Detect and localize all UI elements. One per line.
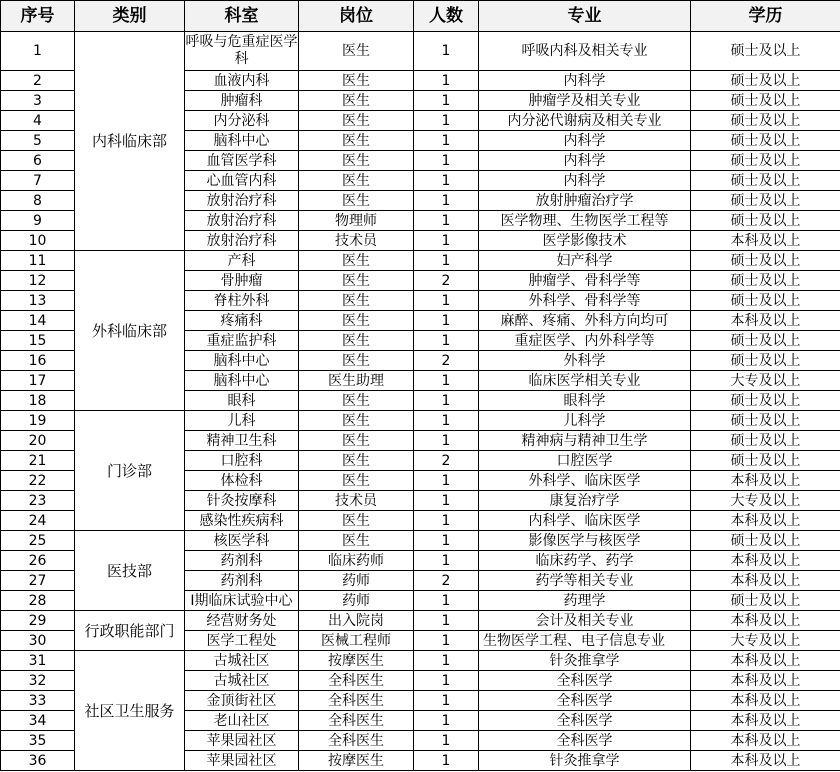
count-cell: 2 <box>414 451 479 471</box>
post-cell: 医生 <box>299 131 414 151</box>
major-cell: 生物医学工程、电子信息专业 <box>479 631 691 651</box>
post-cell: 医生 <box>299 351 414 371</box>
table-row <box>1 411 840 431</box>
education-cell: 本科及以上 <box>691 671 840 691</box>
row-number: 18 <box>1 391 75 411</box>
count-cell: 1 <box>414 411 479 431</box>
count-cell: 1 <box>414 551 479 571</box>
department-cell: 药剂科 <box>185 571 299 591</box>
count-cell: 1 <box>414 631 479 651</box>
row-number: 24 <box>1 511 75 531</box>
row-number: 31 <box>1 651 75 671</box>
education-cell: 硕士及以上 <box>691 32 840 71</box>
post-cell: 按摩医生 <box>299 751 414 771</box>
row-number: 14 <box>1 311 75 331</box>
count-cell: 1 <box>414 731 479 751</box>
post-cell: 医生 <box>299 271 414 291</box>
major-cell: 康复治疗学 <box>479 491 691 511</box>
row-number: 8 <box>1 191 75 211</box>
major-cell: 全科医学 <box>479 731 691 751</box>
major-cell: 内分泌代谢病及相关专业 <box>479 111 691 131</box>
education-cell: 硕士及以上 <box>691 151 840 171</box>
row-number: 9 <box>1 211 75 231</box>
row-number: 2 <box>1 71 75 91</box>
row-number: 32 <box>1 671 75 691</box>
header-education: 学历 <box>691 1 840 32</box>
education-cell: 大专及以上 <box>691 491 840 511</box>
major-cell: 内科学 <box>479 171 691 191</box>
major-cell: 眼科学 <box>479 391 691 411</box>
major-cell: 外科学 <box>479 351 691 371</box>
row-number: 1 <box>1 32 75 71</box>
major-cell: 药学等相关专业 <box>479 571 691 591</box>
count-cell: 1 <box>414 211 479 231</box>
education-cell: 硕士及以上 <box>691 91 840 111</box>
category-cell: 社区卫生服务 <box>75 651 185 771</box>
department-cell: 针灸按摩科 <box>185 491 299 511</box>
row-number: 23 <box>1 491 75 511</box>
department-cell: 疼痛科 <box>185 311 299 331</box>
post-cell: 医生 <box>299 391 414 411</box>
department-cell: 重症监护科 <box>185 331 299 351</box>
department-cell: 苹果园社区 <box>185 731 299 751</box>
count-cell: 1 <box>414 471 479 491</box>
education-cell: 硕士及以上 <box>691 71 840 91</box>
post-cell: 医生 <box>299 32 414 71</box>
department-cell: 儿科 <box>185 411 299 431</box>
education-cell: 硕士及以上 <box>691 111 840 131</box>
post-cell: 医生 <box>299 451 414 471</box>
department-cell: 脊柱外科 <box>185 291 299 311</box>
major-cell: 内科学 <box>479 71 691 91</box>
department-cell: 医学工程处 <box>185 631 299 651</box>
post-cell: 医生 <box>299 531 414 551</box>
department-cell: 肿瘤科 <box>185 91 299 111</box>
post-cell: 医生 <box>299 111 414 131</box>
count-cell: 1 <box>414 371 479 391</box>
education-cell: 硕士及以上 <box>691 131 840 151</box>
major-cell: 麻醉、疼痛、外科方向均可 <box>479 311 691 331</box>
major-cell: 内科学 <box>479 131 691 151</box>
education-cell: 本科及以上 <box>691 751 840 771</box>
department-cell: 老山社区 <box>185 711 299 731</box>
education-cell: 本科及以上 <box>691 731 840 751</box>
major-cell: 针灸推拿学 <box>479 651 691 671</box>
post-cell: 全科医生 <box>299 671 414 691</box>
department-cell: 呼吸与危重症医学科 <box>185 32 299 71</box>
post-cell: 医械工程师 <box>299 631 414 651</box>
major-cell: 肿瘤学及相关专业 <box>479 91 691 111</box>
education-cell: 硕士及以上 <box>691 251 840 271</box>
department-cell: 金顶街社区 <box>185 691 299 711</box>
post-cell: 医生 <box>299 251 414 271</box>
major-cell: 全科医学 <box>479 691 691 711</box>
row-number: 33 <box>1 691 75 711</box>
count-cell: 1 <box>414 491 479 511</box>
count-cell: 1 <box>414 311 479 331</box>
count-cell: 1 <box>414 391 479 411</box>
count-cell: 1 <box>414 291 479 311</box>
department-cell: 古城社区 <box>185 651 299 671</box>
post-cell: 医生 <box>299 151 414 171</box>
post-cell: 医生 <box>299 71 414 91</box>
category-cell: 外科临床部 <box>75 251 185 411</box>
major-cell: 全科医学 <box>479 711 691 731</box>
post-cell: 技术员 <box>299 231 414 251</box>
row-number: 29 <box>1 611 75 631</box>
row-number: 34 <box>1 711 75 731</box>
department-cell: 古城社区 <box>185 671 299 691</box>
row-number: 35 <box>1 731 75 751</box>
count-cell: 2 <box>414 271 479 291</box>
post-cell: 医生 <box>299 431 414 451</box>
major-cell: 会计及相关专业 <box>479 611 691 631</box>
post-cell: 医生 <box>299 171 414 191</box>
department-cell: 放射治疗科 <box>185 191 299 211</box>
table-row <box>1 611 840 631</box>
header-major: 专业 <box>479 1 691 32</box>
row-number: 15 <box>1 331 75 351</box>
count-cell: 1 <box>414 751 479 771</box>
count-cell: 1 <box>414 111 479 131</box>
post-cell: 出入院岗 <box>299 611 414 631</box>
count-cell: 2 <box>414 351 479 371</box>
table-row <box>1 32 840 71</box>
major-cell: 妇产科学 <box>479 251 691 271</box>
department-cell: 苹果园社区 <box>185 751 299 771</box>
row-number: 36 <box>1 751 75 771</box>
education-cell: 硕士及以上 <box>691 391 840 411</box>
post-cell: 医生 <box>299 191 414 211</box>
header-post: 岗位 <box>299 1 414 32</box>
department-cell: 放射治疗科 <box>185 211 299 231</box>
row-number: 30 <box>1 631 75 651</box>
education-cell: 硕士及以上 <box>691 291 840 311</box>
education-cell: 本科及以上 <box>691 471 840 491</box>
department-cell: 体检科 <box>185 471 299 491</box>
major-cell: 医学影像技术 <box>479 231 691 251</box>
major-cell: 内科学 <box>479 151 691 171</box>
row-number: 5 <box>1 131 75 151</box>
education-cell: 硕士及以上 <box>691 191 840 211</box>
count-cell: 1 <box>414 171 479 191</box>
department-cell: I期临床试验中心 <box>185 591 299 611</box>
count-cell: 1 <box>414 251 479 271</box>
count-cell: 1 <box>414 711 479 731</box>
count-cell: 1 <box>414 671 479 691</box>
education-cell: 大专及以上 <box>691 371 840 391</box>
post-cell: 技术员 <box>299 491 414 511</box>
row-number: 4 <box>1 111 75 131</box>
major-cell: 放射肿瘤治疗学 <box>479 191 691 211</box>
major-cell: 呼吸内科及相关专业 <box>479 32 691 71</box>
department-cell: 骨肿瘤 <box>185 271 299 291</box>
post-cell: 医生 <box>299 471 414 491</box>
category-cell: 医技部 <box>75 531 185 611</box>
education-cell: 硕士及以上 <box>691 411 840 431</box>
header-count: 人数 <box>414 1 479 32</box>
count-cell: 1 <box>414 32 479 71</box>
education-cell: 硕士及以上 <box>691 331 840 351</box>
count-cell: 1 <box>414 71 479 91</box>
department-cell: 药剂科 <box>185 551 299 571</box>
post-cell: 全科医生 <box>299 691 414 711</box>
major-cell: 针灸推拿学 <box>479 751 691 771</box>
post-cell: 医生 <box>299 411 414 431</box>
department-cell: 脑科中心 <box>185 131 299 151</box>
post-cell: 医生 <box>299 291 414 311</box>
major-cell: 医学物理、生物医学工程等 <box>479 211 691 231</box>
major-cell: 肿瘤学、骨科学等 <box>479 271 691 291</box>
education-cell: 本科及以上 <box>691 311 840 331</box>
education-cell: 本科及以上 <box>691 231 840 251</box>
row-number: 3 <box>1 91 75 111</box>
education-cell: 本科及以上 <box>691 711 840 731</box>
education-cell: 本科及以上 <box>691 611 840 631</box>
post-cell: 医生助理 <box>299 371 414 391</box>
header-no: 序号 <box>1 1 75 32</box>
count-cell: 1 <box>414 91 479 111</box>
education-cell: 硕士及以上 <box>691 591 840 611</box>
post-cell: 医生 <box>299 331 414 351</box>
row-number: 19 <box>1 411 75 431</box>
education-cell: 本科及以上 <box>691 651 840 671</box>
count-cell: 1 <box>414 651 479 671</box>
major-cell: 临床药学、药学 <box>479 551 691 571</box>
count-cell: 1 <box>414 231 479 251</box>
row-number: 17 <box>1 371 75 391</box>
education-cell: 硕士及以上 <box>691 451 840 471</box>
education-cell: 硕士及以上 <box>691 431 840 451</box>
post-cell: 药师 <box>299 571 414 591</box>
education-cell: 大专及以上 <box>691 631 840 651</box>
education-cell: 本科及以上 <box>691 511 840 531</box>
major-cell: 药理学 <box>479 591 691 611</box>
header-department: 科室 <box>185 1 299 32</box>
department-cell: 感染性疾病科 <box>185 511 299 531</box>
education-cell: 硕士及以上 <box>691 171 840 191</box>
post-cell: 全科医生 <box>299 731 414 751</box>
major-cell: 儿科学 <box>479 411 691 431</box>
count-cell: 1 <box>414 151 479 171</box>
major-cell: 外科学、骨科学等 <box>479 291 691 311</box>
education-cell: 硕士及以上 <box>691 351 840 371</box>
count-cell: 1 <box>414 691 479 711</box>
count-cell: 1 <box>414 611 479 631</box>
row-number: 22 <box>1 471 75 491</box>
major-cell: 外科学、临床医学 <box>479 471 691 491</box>
count-cell: 1 <box>414 531 479 551</box>
education-cell: 硕士及以上 <box>691 211 840 231</box>
row-number: 20 <box>1 431 75 451</box>
post-cell: 临床药师 <box>299 551 414 571</box>
category-cell: 门诊部 <box>75 411 185 531</box>
post-cell: 药师 <box>299 591 414 611</box>
row-number: 7 <box>1 171 75 191</box>
major-cell: 影像医学与核医学 <box>479 531 691 551</box>
count-cell: 1 <box>414 431 479 451</box>
table-row <box>1 251 840 271</box>
department-cell: 放射治疗科 <box>185 231 299 251</box>
major-cell: 临床医学相关专业 <box>479 371 691 391</box>
department-cell: 口腔科 <box>185 451 299 471</box>
row-number: 13 <box>1 291 75 311</box>
row-number: 10 <box>1 231 75 251</box>
education-cell: 硕士及以上 <box>691 531 840 551</box>
major-cell: 内科学、临床医学 <box>479 511 691 531</box>
row-number: 16 <box>1 351 75 371</box>
header-row <box>1 1 840 32</box>
post-cell: 医生 <box>299 311 414 331</box>
department-cell: 眼科 <box>185 391 299 411</box>
department-cell: 核医学科 <box>185 531 299 551</box>
row-number: 12 <box>1 271 75 291</box>
header-category: 类别 <box>75 1 185 32</box>
education-cell: 本科及以上 <box>691 551 840 571</box>
row-number: 27 <box>1 571 75 591</box>
department-cell: 血液内科 <box>185 71 299 91</box>
row-number: 26 <box>1 551 75 571</box>
education-cell: 硕士及以上 <box>691 271 840 291</box>
major-cell: 精神病与精神卫生学 <box>479 431 691 451</box>
education-cell: 本科及以上 <box>691 571 840 591</box>
table-row <box>1 531 840 551</box>
education-cell: 本科及以上 <box>691 691 840 711</box>
row-number: 25 <box>1 531 75 551</box>
major-cell: 重症医学、内外科学等 <box>479 331 691 351</box>
table-row <box>1 651 840 671</box>
count-cell: 1 <box>414 191 479 211</box>
row-number: 21 <box>1 451 75 471</box>
count-cell: 2 <box>414 571 479 591</box>
count-cell: 1 <box>414 591 479 611</box>
post-cell: 医生 <box>299 511 414 531</box>
department-cell: 内分泌科 <box>185 111 299 131</box>
post-cell: 物理师 <box>299 211 414 231</box>
row-number: 11 <box>1 251 75 271</box>
major-cell: 全科医学 <box>479 671 691 691</box>
count-cell: 1 <box>414 511 479 531</box>
table-body <box>1 32 840 771</box>
count-cell: 1 <box>414 331 479 351</box>
row-number: 28 <box>1 591 75 611</box>
department-cell: 脑科中心 <box>185 351 299 371</box>
post-cell: 全科医生 <box>299 711 414 731</box>
department-cell: 脑科中心 <box>185 371 299 391</box>
department-cell: 精神卫生科 <box>185 431 299 451</box>
department-cell: 心血管内科 <box>185 171 299 191</box>
post-cell: 按摩医生 <box>299 651 414 671</box>
category-cell: 行政职能部门 <box>75 611 185 651</box>
major-cell: 口腔医学 <box>479 451 691 471</box>
department-cell: 血管医学科 <box>185 151 299 171</box>
row-number: 6 <box>1 151 75 171</box>
count-cell: 1 <box>414 131 479 151</box>
category-cell: 内科临床部 <box>75 32 185 251</box>
post-cell: 医生 <box>299 91 414 111</box>
department-cell: 经营财务处 <box>185 611 299 631</box>
department-cell: 产科 <box>185 251 299 271</box>
